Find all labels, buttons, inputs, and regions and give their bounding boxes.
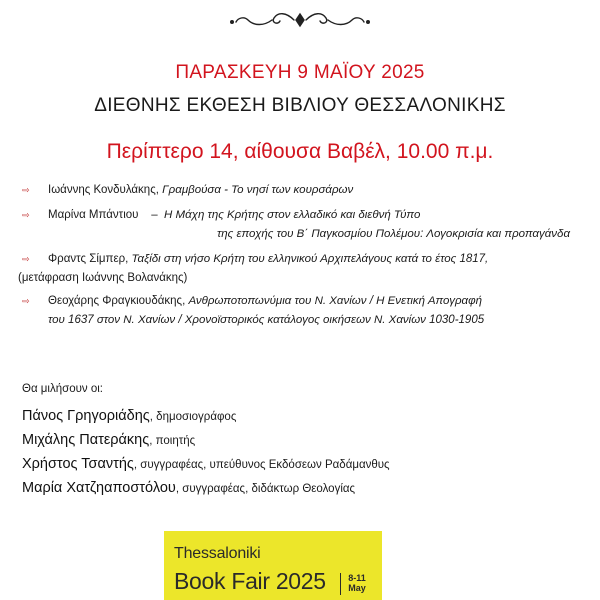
book-author: Μαρίνα Μπάντιου bbox=[48, 209, 139, 221]
speaker-name: Πάνος Γρηγοριάδης bbox=[22, 408, 150, 424]
book-title-continued: της εποχής του Β΄ Παγκοσμίου Πολέμου: Λογοκρισία και προπαγάνδα bbox=[216, 228, 570, 240]
book-list bbox=[18, 181, 582, 336]
event-venue: Περίπτερο 14, αίθουσα Βαβέλ, 10.00 π.μ. bbox=[106, 140, 494, 163]
book-title: Η Μάχη της Κρήτης στον ελλαδικό και διεθνή Τύπο bbox=[164, 209, 421, 221]
book-translator: (μετάφραση Ιωάννης Βολανάκης) bbox=[18, 272, 188, 284]
speakers-label: Θα μιλήσουν οι: bbox=[22, 383, 103, 395]
book-item: ⇨ Φραντς Σίμπερ, Ταξίδι στη νήσο Κρήτη του ελληνικού Αρχιπελάγους κατά το έτος 1817, bbox=[22, 250, 582, 269]
logo-line-fair: Book Fair 2025 bbox=[174, 568, 326, 594]
book-author: Φραντς Σίμπερ bbox=[48, 253, 126, 265]
book-author: Θεοχάρης Φραγκιουδάκης bbox=[48, 295, 183, 307]
book-title: Ταξίδι στη νήσο Κρήτη του ελληνικού Αρχιπελάγους κατά το έτος 1817, bbox=[131, 253, 489, 265]
flourish-dot-left bbox=[230, 20, 234, 24]
book-title: Γραμβούσα - Το νησί των κουρσάρων bbox=[162, 184, 354, 196]
speaker-item: Μαρία Χατζηαποστόλου, συγγραφέας, διδάκτωρ Θεολογίας bbox=[22, 480, 356, 496]
bullet-arrow-icon: ⇨ bbox=[22, 210, 30, 220]
book-title: Ανθρωποτοπωνύμια του Ν. Χανίων / Η Ενετική Απογραφή bbox=[188, 295, 483, 307]
logo-dates-days: 8-11 bbox=[348, 573, 366, 583]
speaker-role: ποιητής bbox=[155, 435, 196, 447]
speaker-role: συγγραφέας, διδάκτωρ Θεολογίας bbox=[182, 483, 356, 495]
logo-dates-month: May bbox=[348, 583, 366, 593]
decorative-flourish-icon bbox=[226, 10, 374, 30]
speaker-role: συγγραφέας, υπεύθυνος Εκδόσεων Ραδάμανθυς bbox=[140, 459, 390, 471]
bullet-arrow-icon: ⇨ bbox=[22, 296, 30, 306]
book-title-continued: του 1637 στον Ν. Χανίων / Χρονοϊστορικός κατάλογος οικήσεων Ν. Χανίων 1030-1905 bbox=[48, 314, 485, 326]
speaker-name: Χρήστος Τσαντής bbox=[22, 456, 134, 472]
logo-line-city: Thessaloniki bbox=[174, 545, 261, 562]
speaker-name: Μαρία Χατζηαποστόλου bbox=[22, 480, 176, 496]
logo-dates bbox=[342, 573, 372, 593]
book-item: ⇨ Θεοχάρης Φραγκιουδάκης, Ανθρωποτοπωνύμια του Ν. Χανίων / Η Ενετική Απογραφή του 1637 στον Ν. Χανίων / Χρονοϊστορικός κατάλογος οικήσεων Ν. Χανίων 1030-1905 bbox=[22, 292, 582, 330]
event-title: ΔΙΕΘΝΗΣ ΕΚΘΕΣΗ ΒΙΒΛΙΟΥ ΘΕΣΣΑΛΟΝΙΚΗΣ bbox=[94, 95, 506, 116]
speaker-role: δημοσιογράφος bbox=[156, 411, 237, 423]
speaker-name: Μιχάλης Πατεράκης bbox=[22, 432, 150, 448]
flourish-dot-right bbox=[366, 20, 370, 24]
bullet-arrow-icon: ⇨ bbox=[22, 254, 30, 264]
speaker-item: Πάνος Γρηγοριάδης, δημοσιογράφος bbox=[22, 408, 237, 424]
book-item: ⇨ Μαρίνα Μπάντιου – Η Μάχη της Κρήτης στον ελλαδικό και διεθνή Τύπο της εποχής του Β΄ Παγκοσμίου Πολέμου: Λογοκρισία και προπαγάνδα bbox=[22, 206, 582, 244]
speaker-item: Χρήστος Τσαντής, συγγραφέας, υπεύθυνος Εκδόσεων Ραδάμανθυς bbox=[22, 456, 390, 472]
book-item: ⇨ Ιωάννης Κονδυλάκης, Γραμβούσα - Το νησί των κουρσάρων bbox=[22, 181, 582, 200]
logo-separator bbox=[340, 573, 341, 595]
book-fair-logo bbox=[164, 531, 382, 600]
speaker-list bbox=[22, 404, 582, 500]
bullet-arrow-icon: ⇨ bbox=[22, 185, 30, 195]
speaker-item: Μιχάλης Πατεράκης, ποιητής bbox=[22, 432, 196, 448]
event-date: ΠΑΡΑΣΚΕΥΗ 9 ΜΑΪΟΥ 2025 bbox=[175, 62, 425, 83]
book-author: Ιωάννης Κονδυλάκης bbox=[48, 184, 156, 196]
